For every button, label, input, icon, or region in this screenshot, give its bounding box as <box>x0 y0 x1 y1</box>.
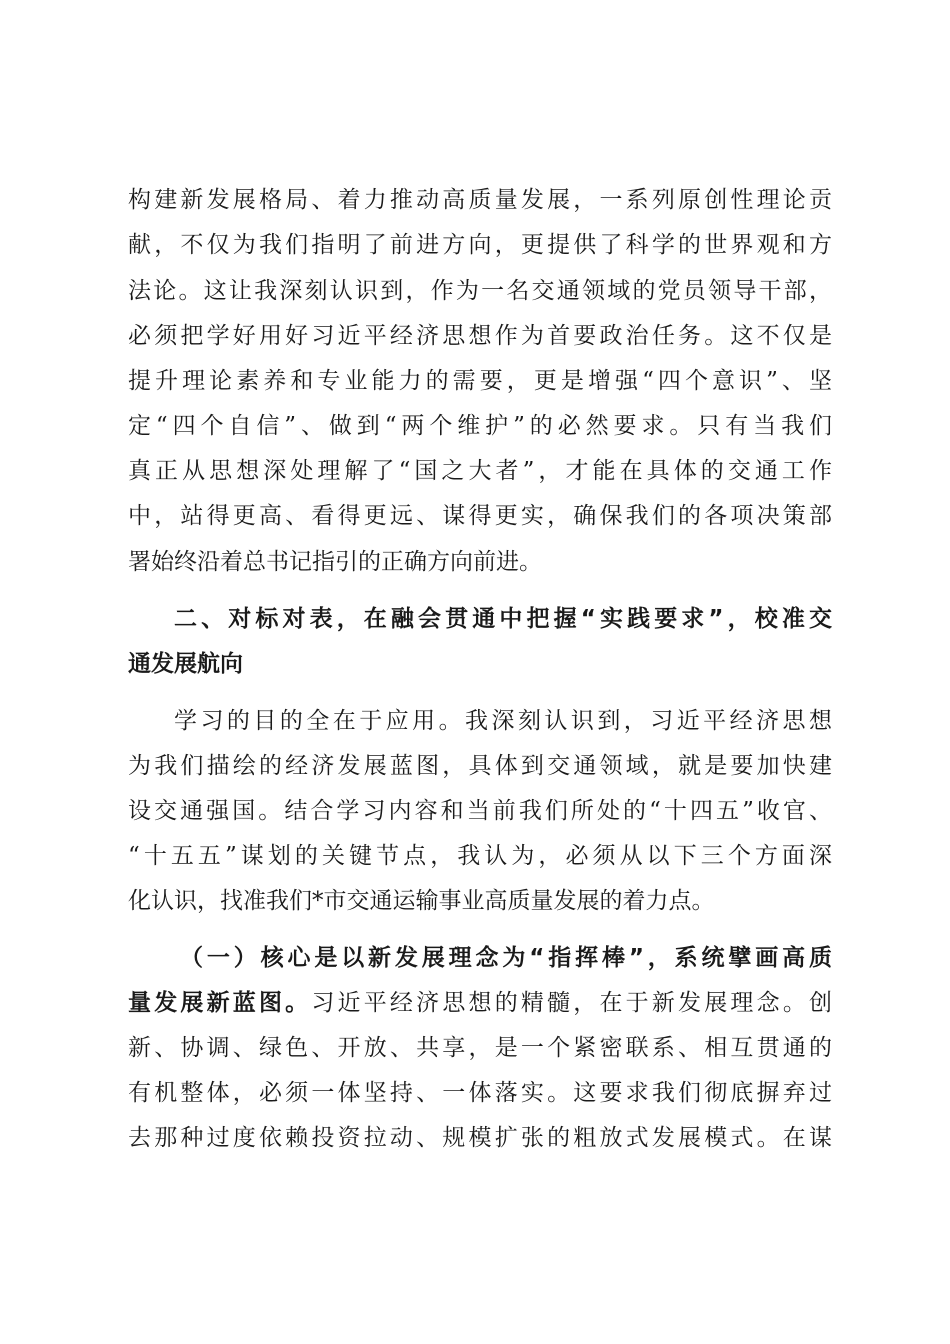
subsection-heading: （一）核心是以新发展理念为“指挥棒”，系统擘画高质 <box>180 945 832 971</box>
paragraph-line: 新、协调、绿色、开放、共享，是一个紧密联系、相互贯通的 <box>128 1035 832 1061</box>
paragraph-line: 有机整体，必须一体坚持、一体落实。这要求我们彻底摒弃过 <box>128 1080 832 1106</box>
paragraph-line: 必须把学好用好习近平经济思想作为首要政治任务。这不仅是 <box>128 323 832 349</box>
subsection-heading-tail: 量发展新蓝图。 <box>128 990 312 1016</box>
paragraph-line: “十五五”谋划的关键节点，我认为，必须从以下三个方面深 <box>128 843 832 869</box>
paragraph-text: 习近平经济思想的精髓，在于新发展理念。创 <box>311 990 832 1016</box>
paragraph-line: 设交通强国。结合学习内容和当前我们所处的“十四五”收官、 <box>128 798 832 824</box>
paragraph-line: 提升理论素养和专业能力的需要，更是增强“四个意识”、坚 <box>128 368 832 394</box>
paragraph-line: 去那种过度依赖投资拉动、规模扩张的粗放式发展模式。在谋 <box>128 1125 832 1151</box>
paragraph-line: 献，不仅为我们指明了前进方向，更提供了科学的世界观和方 <box>128 232 832 258</box>
paragraph-line: 法论。这让我深刻认识到，作为一名交通领域的党员领导干部， <box>128 278 832 304</box>
paragraph-line: 真正从思想深处理解了“国之大者”，才能在具体的交通工作 <box>128 458 832 484</box>
section-heading: 通发展航向 <box>128 651 243 677</box>
paragraph-line: 化认识，找准我们*市交通运输事业高质量发展的着力点。 <box>128 888 715 914</box>
section-heading: 二、对标对表，在融会贯通中把握“实践要求”，校准交 <box>174 606 832 632</box>
paragraph-line: 署始终沿着总书记指引的正确方向前进。 <box>128 549 542 575</box>
paragraph-line: 中，站得更高、看得更远、谋得更实，确保我们的各项决策部 <box>128 503 832 529</box>
paragraph-line: 学习的目的全在于应用。我深刻认识到，习近平经济思想 <box>174 708 832 734</box>
paragraph-line: 为我们描绘的经济发展蓝图，具体到交通领域，就是要加快建 <box>128 753 832 779</box>
paragraph-line: 定“四个自信”、做到“两个维护”的必然要求。只有当我们 <box>128 413 832 439</box>
paragraph-line: 构建新发展格局、着力推动高质量发展，一系列原创性理论贡 <box>128 187 832 213</box>
paragraph-line <box>128 980 832 1026</box>
